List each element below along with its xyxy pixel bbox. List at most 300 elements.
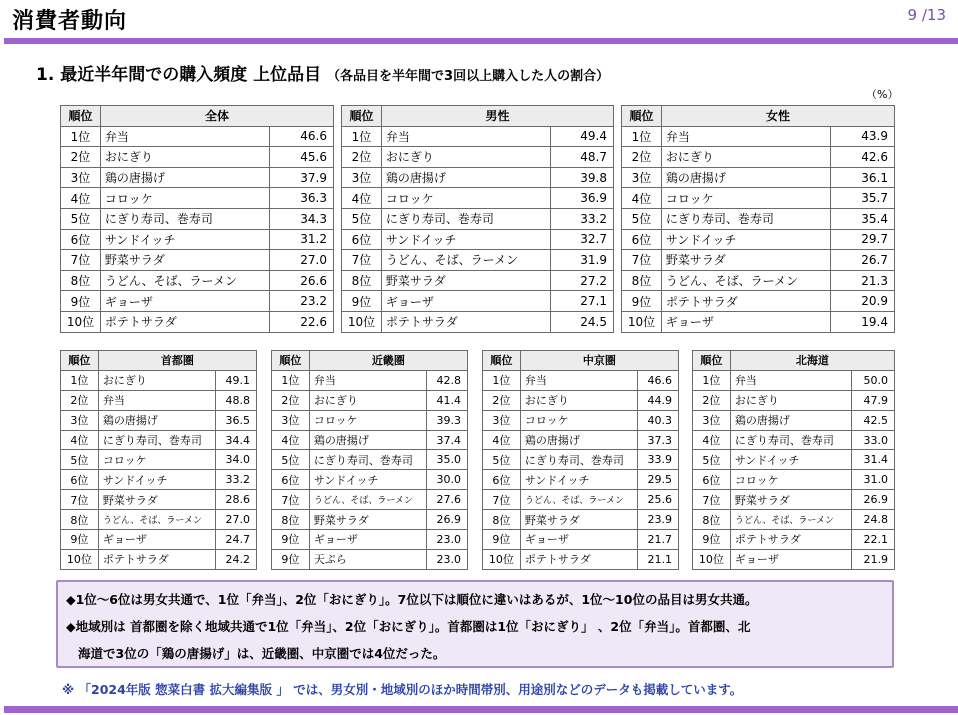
item-cell: 鶏の唐揚げ <box>100 167 269 188</box>
value-cell: 46.6 <box>638 370 679 390</box>
rank-cell: 4位 <box>342 188 382 209</box>
value-cell: 39.8 <box>551 167 614 188</box>
rank-cell: 5位 <box>483 450 521 470</box>
value-cell: 29.5 <box>638 470 679 490</box>
item-cell: うどん、そば、ラーメン <box>381 250 550 271</box>
rank-cell: 3位 <box>61 167 101 188</box>
rank-cell: 5位 <box>693 450 731 470</box>
summary-note-box <box>56 580 894 668</box>
rank-cell: 7位 <box>483 490 521 510</box>
item-cell: 弁当 <box>381 126 550 147</box>
item-cell: コロッケ <box>98 450 215 470</box>
value-cell: 34.4 <box>216 430 257 450</box>
table-row <box>693 549 895 569</box>
item-cell: 弁当 <box>661 126 830 147</box>
table-row <box>61 549 257 569</box>
rank-header: 順位 <box>483 351 521 371</box>
item-cell: にぎり寿司、巻寿司 <box>100 208 269 229</box>
item-cell: 弁当 <box>98 390 215 410</box>
table-row <box>342 270 614 291</box>
ranking-table-female <box>621 105 895 333</box>
rank-cell: 3位 <box>342 167 382 188</box>
rank-cell: 1位 <box>272 370 310 390</box>
rank-cell: 6位 <box>483 470 521 490</box>
table-row <box>622 208 895 229</box>
ranking-table-male <box>341 105 614 333</box>
note-line-3: 海道で3位の「鶏の唐揚げ」は、近畿圏、中京圏では4位だった。 <box>78 646 446 661</box>
rank-cell: 6位 <box>342 229 382 250</box>
rank-cell: 7位 <box>622 250 662 271</box>
rank-cell: 1位 <box>61 370 99 390</box>
rank-cell: 7位 <box>342 250 382 271</box>
rank-header: 順位 <box>622 106 662 127</box>
rank-cell: 6位 <box>622 229 662 250</box>
item-cell: サンドイッチ <box>98 470 215 490</box>
item-cell: コロッケ <box>520 410 637 430</box>
item-cell: 天ぷら <box>309 549 426 569</box>
table-row <box>342 126 614 147</box>
table-row <box>622 291 895 312</box>
table-row <box>61 167 334 188</box>
table-header-row <box>342 106 614 127</box>
page-number: 9 /13 <box>907 6 946 24</box>
rank-cell: 5位 <box>272 450 310 470</box>
table-header-row <box>483 351 679 371</box>
value-cell: 21.1 <box>638 549 679 569</box>
rank-cell: 1位 <box>61 126 101 147</box>
ranking-table-kinki <box>271 350 468 570</box>
item-cell: 鶏の唐揚げ <box>98 410 215 430</box>
value-cell: 27.0 <box>270 250 334 271</box>
rank-cell: 7位 <box>61 250 101 271</box>
value-cell: 49.4 <box>551 126 614 147</box>
value-cell: 27.6 <box>427 490 468 510</box>
item-cell: サンドイッチ <box>661 229 830 250</box>
unit-label: （%） <box>866 88 899 101</box>
value-cell: 42.8 <box>427 370 468 390</box>
rank-cell: 3位 <box>693 410 731 430</box>
rank-header: 順位 <box>342 106 382 127</box>
rank-cell: 8位 <box>483 510 521 530</box>
rank-cell: 1位 <box>622 126 662 147</box>
segment-header: 北海道 <box>730 351 894 371</box>
table-row <box>61 291 334 312</box>
table-row <box>61 450 257 470</box>
item-cell: おにぎり <box>661 147 830 168</box>
item-cell: 鶏の唐揚げ <box>381 167 550 188</box>
item-cell: うどん、そば、ラーメン <box>100 270 269 291</box>
value-cell: 22.6 <box>270 311 334 332</box>
rank-header: 順位 <box>61 351 99 371</box>
value-cell: 37.3 <box>638 430 679 450</box>
rank-cell: 4位 <box>61 188 101 209</box>
value-cell: 32.7 <box>551 229 614 250</box>
value-cell: 31.2 <box>270 229 334 250</box>
rank-cell: 1位 <box>342 126 382 147</box>
rank-cell: 4位 <box>483 430 521 450</box>
segment-header: 首都圏 <box>98 351 256 371</box>
table-row <box>272 490 468 510</box>
table-row <box>483 390 679 410</box>
item-cell: ギョーザ <box>381 291 550 312</box>
table-row <box>622 126 895 147</box>
item-cell: ギョーザ <box>520 530 637 550</box>
table-header-row <box>693 351 895 371</box>
rank-cell: 9位 <box>622 291 662 312</box>
value-cell: 21.7 <box>638 530 679 550</box>
table-row <box>693 370 895 390</box>
value-cell: 50.0 <box>852 370 895 390</box>
item-cell: 弁当 <box>309 370 426 390</box>
table-row <box>61 410 257 430</box>
item-cell: 弁当 <box>730 370 851 390</box>
value-cell: 45.6 <box>270 147 334 168</box>
item-cell: おにぎり <box>381 147 550 168</box>
rank-cell: 10位 <box>622 311 662 332</box>
table-row <box>61 270 334 291</box>
rank-cell: 2位 <box>622 147 662 168</box>
rank-cell: 6位 <box>693 470 731 490</box>
value-cell: 33.9 <box>638 450 679 470</box>
value-cell: 23.0 <box>427 549 468 569</box>
table-row <box>61 147 334 168</box>
title-bar <box>0 0 958 38</box>
value-cell: 37.9 <box>270 167 334 188</box>
section-subtitle: （各品目を半年間で3回以上購入した人の割合） <box>327 69 610 84</box>
item-cell: 鶏の唐揚げ <box>661 167 830 188</box>
value-cell: 41.4 <box>427 390 468 410</box>
rank-cell: 4位 <box>693 430 731 450</box>
segment-header: 男性 <box>381 106 613 127</box>
item-cell: サンドイッチ <box>730 450 851 470</box>
table-row <box>342 147 614 168</box>
rank-cell: 2位 <box>693 390 731 410</box>
item-cell: 鶏の唐揚げ <box>730 410 851 430</box>
rank-cell: 1位 <box>483 370 521 390</box>
value-cell: 47.9 <box>852 390 895 410</box>
table-row <box>622 188 895 209</box>
value-cell: 44.9 <box>638 390 679 410</box>
value-cell: 24.5 <box>551 311 614 332</box>
item-cell: にぎり寿司、巻寿司 <box>661 208 830 229</box>
table-row <box>622 147 895 168</box>
rank-cell: 4位 <box>622 188 662 209</box>
value-cell: 26.6 <box>270 270 334 291</box>
value-cell: 40.3 <box>638 410 679 430</box>
table-row <box>693 530 895 550</box>
segment-header: 全体 <box>100 106 333 127</box>
value-cell: 27.0 <box>216 510 257 530</box>
value-cell: 29.7 <box>831 229 895 250</box>
value-cell: 36.3 <box>270 188 334 209</box>
rank-cell: 8位 <box>342 270 382 291</box>
value-cell: 36.1 <box>831 167 895 188</box>
item-cell: 野菜サラダ <box>100 250 269 271</box>
rank-cell: 9位 <box>272 549 310 569</box>
rank-cell: 2位 <box>342 147 382 168</box>
table-row <box>272 430 468 450</box>
item-cell: コロッケ <box>309 410 426 430</box>
value-cell: 20.9 <box>831 291 895 312</box>
rank-cell: 1位 <box>693 370 731 390</box>
table-row <box>342 250 614 271</box>
table-row <box>622 270 895 291</box>
value-cell: 31.4 <box>852 450 895 470</box>
rank-cell: 9位 <box>61 291 101 312</box>
value-cell: 27.1 <box>551 291 614 312</box>
table-row <box>622 167 895 188</box>
rank-header: 順位 <box>61 106 101 127</box>
value-cell: 48.8 <box>216 390 257 410</box>
table-row <box>483 450 679 470</box>
section-heading <box>36 60 609 85</box>
item-cell: うどん、そば、ラーメン <box>730 510 851 530</box>
table-row <box>272 370 468 390</box>
rank-cell: 7位 <box>272 490 310 510</box>
note-line-1: ◆1位～6位は男女共通で、1位「弁当」、2位「おにぎり」。7位以下は順位に違いはあるが、1位～10位の品目は男女共通。 <box>66 592 758 607</box>
item-cell: 野菜サラダ <box>520 510 637 530</box>
item-cell: コロッケ <box>100 188 269 209</box>
table-row <box>483 510 679 530</box>
rank-cell: 5位 <box>61 208 101 229</box>
value-cell: 30.0 <box>427 470 468 490</box>
value-cell: 27.2 <box>551 270 614 291</box>
item-cell: 野菜サラダ <box>309 510 426 530</box>
table-row <box>483 430 679 450</box>
table-row <box>622 229 895 250</box>
ranking-table-shutoken <box>60 350 257 570</box>
table-row <box>61 126 334 147</box>
item-cell: うどん、そば、ラーメン <box>520 490 637 510</box>
table-row <box>342 291 614 312</box>
value-cell: 31.0 <box>852 470 895 490</box>
table-row <box>61 530 257 550</box>
rank-cell: 3位 <box>61 410 99 430</box>
rank-cell: 10位 <box>483 549 521 569</box>
rank-cell: 9位 <box>61 530 99 550</box>
rank-cell: 4位 <box>61 430 99 450</box>
header-divider <box>4 38 958 44</box>
item-cell: 弁当 <box>100 126 269 147</box>
value-cell: 26.9 <box>852 490 895 510</box>
item-cell: にぎり寿司、巻寿司 <box>98 430 215 450</box>
table-row <box>483 470 679 490</box>
rank-cell: 6位 <box>61 229 101 250</box>
table-row <box>272 390 468 410</box>
rank-cell: 2位 <box>272 390 310 410</box>
item-cell: ポテトサラダ <box>98 549 215 569</box>
value-cell: 23.0 <box>427 530 468 550</box>
table-header-row <box>61 351 257 371</box>
item-cell: ポテトサラダ <box>730 530 851 550</box>
table-row <box>342 167 614 188</box>
rank-cell: 10位 <box>342 311 382 332</box>
rank-cell: 9位 <box>693 530 731 550</box>
table-row <box>272 470 468 490</box>
item-cell: 鶏の唐揚げ <box>309 430 426 450</box>
value-cell: 33.0 <box>852 430 895 450</box>
value-cell: 24.7 <box>216 530 257 550</box>
item-cell: おにぎり <box>100 147 269 168</box>
value-cell: 23.2 <box>270 291 334 312</box>
item-cell: サンドイッチ <box>100 229 269 250</box>
rank-cell: 5位 <box>342 208 382 229</box>
item-cell: おにぎり <box>309 390 426 410</box>
table-row <box>272 530 468 550</box>
table-row <box>272 450 468 470</box>
item-cell: ギョーザ <box>661 311 830 332</box>
ranking-table-overall <box>60 105 334 333</box>
rank-cell: 6位 <box>61 470 99 490</box>
value-cell: 36.5 <box>216 410 257 430</box>
table-row <box>61 370 257 390</box>
item-cell: コロッケ <box>381 188 550 209</box>
item-cell: おにぎり <box>730 390 851 410</box>
value-cell: 49.1 <box>216 370 257 390</box>
segment-header: 中京圏 <box>520 351 678 371</box>
rank-cell: 5位 <box>61 450 99 470</box>
value-cell: 33.2 <box>216 470 257 490</box>
table-row <box>693 470 895 490</box>
table-row <box>61 510 257 530</box>
table-row <box>693 410 895 430</box>
value-cell: 34.0 <box>216 450 257 470</box>
item-cell: サンドイッチ <box>309 470 426 490</box>
rank-cell: 7位 <box>693 490 731 510</box>
item-cell: おにぎり <box>520 390 637 410</box>
item-cell: ギョーザ <box>100 291 269 312</box>
table-row <box>61 188 334 209</box>
rank-cell: 10位 <box>61 311 101 332</box>
value-cell: 19.4 <box>831 311 895 332</box>
item-cell: 野菜サラダ <box>381 270 550 291</box>
table-row <box>61 250 334 271</box>
item-cell: おにぎり <box>98 370 215 390</box>
rank-cell: 7位 <box>61 490 99 510</box>
rank-cell: 3位 <box>483 410 521 430</box>
rank-header: 順位 <box>272 351 310 371</box>
item-cell: ギョーザ <box>309 530 426 550</box>
item-cell: うどん、そば、ラーメン <box>661 270 830 291</box>
rank-cell: 10位 <box>693 549 731 569</box>
table-row <box>342 188 614 209</box>
value-cell: 23.9 <box>638 510 679 530</box>
item-cell: サンドイッチ <box>381 229 550 250</box>
table-row <box>61 311 334 332</box>
value-cell: 36.9 <box>551 188 614 209</box>
table-header-row <box>61 106 334 127</box>
page-title: 消費者動向 <box>12 9 128 34</box>
rank-cell: 4位 <box>272 430 310 450</box>
value-cell: 42.6 <box>831 147 895 168</box>
rank-cell: 5位 <box>622 208 662 229</box>
footnote: ※ 「2024年版 惣菜白書 拡大編集版 」 では、男女別・地域別のほか時間帯別、用途別などのデータも掲載しています。 <box>62 682 743 697</box>
value-cell: 46.6 <box>270 126 334 147</box>
item-cell: 野菜サラダ <box>98 490 215 510</box>
table-row <box>483 410 679 430</box>
item-cell: ポテトサラダ <box>100 311 269 332</box>
value-cell: 28.6 <box>216 490 257 510</box>
item-cell: にぎり寿司、巻寿司 <box>309 450 426 470</box>
item-cell: 野菜サラダ <box>661 250 830 271</box>
value-cell: 24.2 <box>216 549 257 569</box>
segment-header: 女性 <box>661 106 894 127</box>
item-cell: うどん、そば、ラーメン <box>98 510 215 530</box>
table-row <box>693 510 895 530</box>
table-row <box>342 208 614 229</box>
value-cell: 35.0 <box>427 450 468 470</box>
table-row <box>272 549 468 569</box>
table-row <box>693 490 895 510</box>
rank-cell: 3位 <box>272 410 310 430</box>
item-cell: 鶏の唐揚げ <box>520 430 637 450</box>
table-row <box>61 208 334 229</box>
rank-cell: 3位 <box>622 167 662 188</box>
rank-cell: 9位 <box>483 530 521 550</box>
value-cell: 48.7 <box>551 147 614 168</box>
item-cell: ポテトサラダ <box>661 291 830 312</box>
value-cell: 21.9 <box>852 549 895 569</box>
table-row <box>483 370 679 390</box>
value-cell: 35.4 <box>831 208 895 229</box>
segment-header: 近畿圏 <box>309 351 467 371</box>
value-cell: 25.6 <box>638 490 679 510</box>
table-row <box>693 430 895 450</box>
table-row <box>342 311 614 332</box>
rank-cell: 8位 <box>622 270 662 291</box>
rank-cell: 10位 <box>61 549 99 569</box>
rank-cell: 9位 <box>272 530 310 550</box>
table-row <box>483 490 679 510</box>
value-cell: 33.2 <box>551 208 614 229</box>
ranking-table-chukyo <box>482 350 679 570</box>
value-cell: 26.7 <box>831 250 895 271</box>
table-row <box>272 510 468 530</box>
rank-cell: 8位 <box>61 270 101 291</box>
value-cell: 31.9 <box>551 250 614 271</box>
value-cell: 34.3 <box>270 208 334 229</box>
rank-cell: 6位 <box>272 470 310 490</box>
table-row <box>342 229 614 250</box>
value-cell: 37.4 <box>427 430 468 450</box>
table-header-row <box>622 106 895 127</box>
rank-cell: 8位 <box>693 510 731 530</box>
rank-cell: 2位 <box>61 147 101 168</box>
table-row <box>622 250 895 271</box>
item-cell: ポテトサラダ <box>381 311 550 332</box>
item-cell: うどん、そば、ラーメン <box>309 490 426 510</box>
table-row <box>61 390 257 410</box>
item-cell: 野菜サラダ <box>730 490 851 510</box>
rank-header: 順位 <box>693 351 731 371</box>
table-header-row <box>272 351 468 371</box>
value-cell: 24.8 <box>852 510 895 530</box>
value-cell: 21.3 <box>831 270 895 291</box>
value-cell: 39.3 <box>427 410 468 430</box>
item-cell: 弁当 <box>520 370 637 390</box>
rank-cell: 8位 <box>272 510 310 530</box>
rank-cell: 9位 <box>342 291 382 312</box>
item-cell: ギョーザ <box>730 549 851 569</box>
table-row <box>61 430 257 450</box>
footer-divider <box>4 706 958 713</box>
value-cell: 22.1 <box>852 530 895 550</box>
table-row <box>483 549 679 569</box>
value-cell: 26.9 <box>427 510 468 530</box>
value-cell: 35.7 <box>831 188 895 209</box>
section-title: 1. 最近半年間での購入頻度 上位品目 <box>36 65 322 85</box>
item-cell: サンドイッチ <box>520 470 637 490</box>
